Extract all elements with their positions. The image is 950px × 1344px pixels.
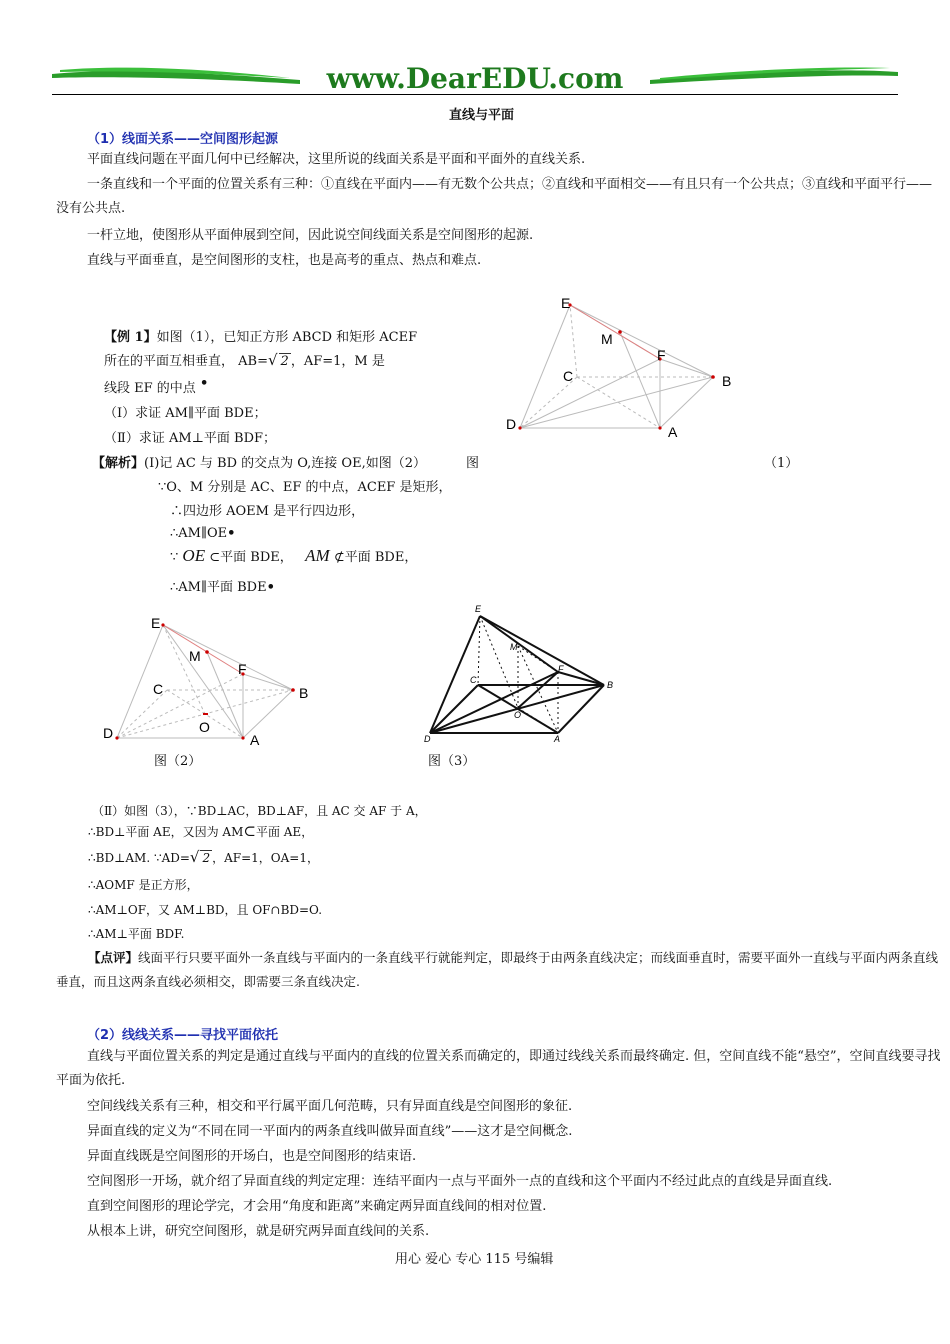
label-M: M — [510, 642, 518, 652]
fig3-caption: 图（3） — [428, 754, 476, 769]
section1-p1: 平面直线问题在平面几何中已经解决，这里所说的线面关系是平面和平面外的直线关系. — [87, 152, 586, 167]
logo-text: www.DearEDU.com — [326, 62, 624, 95]
solution-s6-text: ∴AM∥平面 BDE — [170, 580, 267, 595]
sqrt-value: 2 — [280, 354, 289, 369]
comment-text: 线面平行只要平面外一条直线与平面内的一条直线平行就能判定，即最终于由两条直线决定；而线面垂直时，需要平面外一直线与平面内两条直线垂直，而且这两条直线必须相交，即需要三条直线决定. — [56, 950, 939, 989]
section2-p5: 空间图形一开场，就介绍了异面直线的判定定理：连结平面内一点与平面外一点的直线和这个平面内不经过此点的直线是异面直线. — [87, 1174, 833, 1189]
label-D: D — [103, 725, 114, 741]
label-F: F — [238, 661, 247, 677]
header-rule — [52, 94, 898, 95]
fig1-word: 图 — [466, 456, 480, 471]
solution-s2: ∵O、M 分别是 AC、EF 的中点，ACEF 是矩形， — [158, 480, 452, 495]
label-F: F — [558, 664, 564, 674]
label-E: E — [475, 604, 482, 614]
part2-l1: （Ⅱ）如图（3），∵BD⊥AC，BD⊥AF，且 AC 交 AF 于 A， — [92, 804, 427, 818]
label-C: C — [153, 681, 164, 697]
solution-s5-mid: 平面 BDE， — [220, 550, 293, 565]
part2-l3b: ，AF=1，OA=1， — [212, 851, 320, 865]
section2-p3: 异面直线的定义为“不同在同一平面内的两条直线叫做异面直线”——这才是空间概念. — [87, 1124, 573, 1139]
label-D: D — [424, 734, 431, 744]
sqrt-sign: √ — [267, 351, 278, 369]
part2-l5: ∴AM⊥OF，又 AM⊥BD，且 OF∩BD=O. — [88, 903, 323, 917]
label-M: M — [189, 648, 201, 664]
label-B: B — [299, 685, 309, 701]
solution-s5-end: 平面 BDE， — [344, 550, 418, 565]
solution-text1: (Ⅰ)记 AC 与 BD 的交点为 O,连接 OE,如图（2） — [144, 456, 426, 471]
example-dot: • — [200, 376, 209, 391]
figure-1 — [495, 290, 745, 440]
label-C: C — [470, 675, 477, 685]
solution-s4-text: ∴AM∥OE — [170, 526, 228, 541]
example-q2: （Ⅱ）求证 AM⊥平面 BDF； — [104, 431, 277, 446]
solution-s4: ∴AM∥OE• — [170, 526, 236, 541]
part2-l6: ∴AM⊥平面 BDF. — [88, 927, 185, 941]
solution-s5 — [170, 546, 417, 566]
label-E: E — [151, 615, 161, 631]
subset-sign: ⊂ — [209, 550, 221, 565]
section2-p6: 直到空间图形的理论学完，才会用“角度和距离”来确定两异面直线间的相对位置. — [87, 1199, 547, 1214]
figure-3 — [420, 600, 620, 745]
section1-p2: 一条直线和一个平面的位置关系有三种：①直线在平面内——有无数个公共点；②直线和平面相交——有且只有一个公共点；③直线和平面平行——没有公共点. — [56, 177, 933, 216]
solution-line1 — [92, 452, 426, 471]
solution-s3: ∴四边形 AOEM 是平行四边形， — [170, 504, 365, 519]
not-subset-sign: ⊄ — [333, 550, 345, 565]
label-F: F — [657, 347, 666, 363]
section2-p2: 空间线线关系有三种，相交和平行属平面几何范畴，只有异面直线是空间图形的象征. — [87, 1099, 573, 1114]
example-text2b: ，AF=1，M 是 — [290, 354, 385, 369]
part2-l3a: ∴BD⊥AM. ∵AD= — [88, 851, 190, 865]
fig2-caption: 图（2） — [154, 754, 202, 769]
label-M: M — [601, 331, 613, 347]
part2-l2 — [88, 822, 313, 840]
page-footer: 用心 爱心 专心 115 号编辑 — [395, 1252, 554, 1267]
part2-l4: ∴AOMF 是正方形， — [88, 878, 199, 892]
example-text2a: 所在的平面互相垂直， AB= — [104, 354, 268, 369]
label-B: B — [607, 680, 614, 690]
subset-sign: ⊂ — [243, 822, 256, 840]
label-A: A — [668, 424, 678, 440]
figure-2 — [95, 610, 325, 750]
label-E: E — [561, 295, 571, 311]
section2-p7: 从根本上讲，研究空间图形，就是研究两异面直线间的关系. — [87, 1224, 430, 1239]
example-tag: 【例 1】 — [104, 330, 157, 345]
header-swoosh — [50, 58, 900, 98]
sqrt-value: 2 — [202, 851, 211, 865]
label-A: A — [554, 734, 561, 744]
section2-heading: （2）线线关系——寻找平面依托 — [87, 1028, 279, 1043]
section1-p3: 一杆立地，使图形从平面伸展到空间，因此说空间线面关系是空间图形的起源. — [87, 228, 534, 243]
fig1-caption: （1） — [764, 456, 799, 471]
example-line3: 线段 EF 的中点 — [104, 381, 196, 396]
header-banner — [50, 58, 900, 98]
example-line2 — [104, 350, 385, 369]
solution-tag: 【解析】 — [92, 456, 145, 471]
label-B: B — [722, 373, 732, 389]
section1-heading: （1）线面关系——空间图形起源 — [87, 132, 279, 147]
doc-title: 直线与平面 — [449, 108, 515, 123]
comment-tag: 【点评】 — [88, 950, 139, 965]
because-sign: ∵ — [170, 550, 179, 565]
part2-l2a: ∴BD⊥平面 AE，又因为 AM — [88, 825, 244, 839]
label-O: O — [514, 710, 522, 720]
label-D: D — [506, 416, 517, 432]
sqrt-sign: √ — [189, 848, 200, 866]
example-text1: 如图（1），已知正方形 ABCD 和矩形 ACEF — [156, 330, 418, 345]
solution-s6: ∴AM∥平面 BDE• — [170, 580, 275, 595]
part2-l2b: 平面 AE， — [255, 825, 314, 839]
example-q1: （Ⅰ）求证 AM∥平面 BDE； — [104, 406, 267, 421]
label-O: O — [199, 719, 210, 735]
comment-para — [56, 946, 944, 994]
math-am: AM — [305, 546, 330, 565]
example-line1 — [104, 326, 417, 345]
section2-p4: 异面直线既是空间图形的开场白，也是空间图形的结束语. — [87, 1149, 417, 1164]
label-C: C — [563, 368, 574, 384]
math-oe: OE — [182, 546, 206, 565]
label-A: A — [250, 732, 260, 748]
section1-p4: 直线与平面垂直，是空间图形的支柱，也是高考的重点、热点和难点. — [87, 253, 482, 268]
part2-l3 — [88, 848, 319, 866]
section2-p1: 直线与平面位置关系的判定是通过直线与平面内的直线的位置关系而确定的，即通过线线关系而最终确定. 但，空间直线不能“悬空”，空间直线要寻找平面为依托. — [56, 1049, 941, 1088]
